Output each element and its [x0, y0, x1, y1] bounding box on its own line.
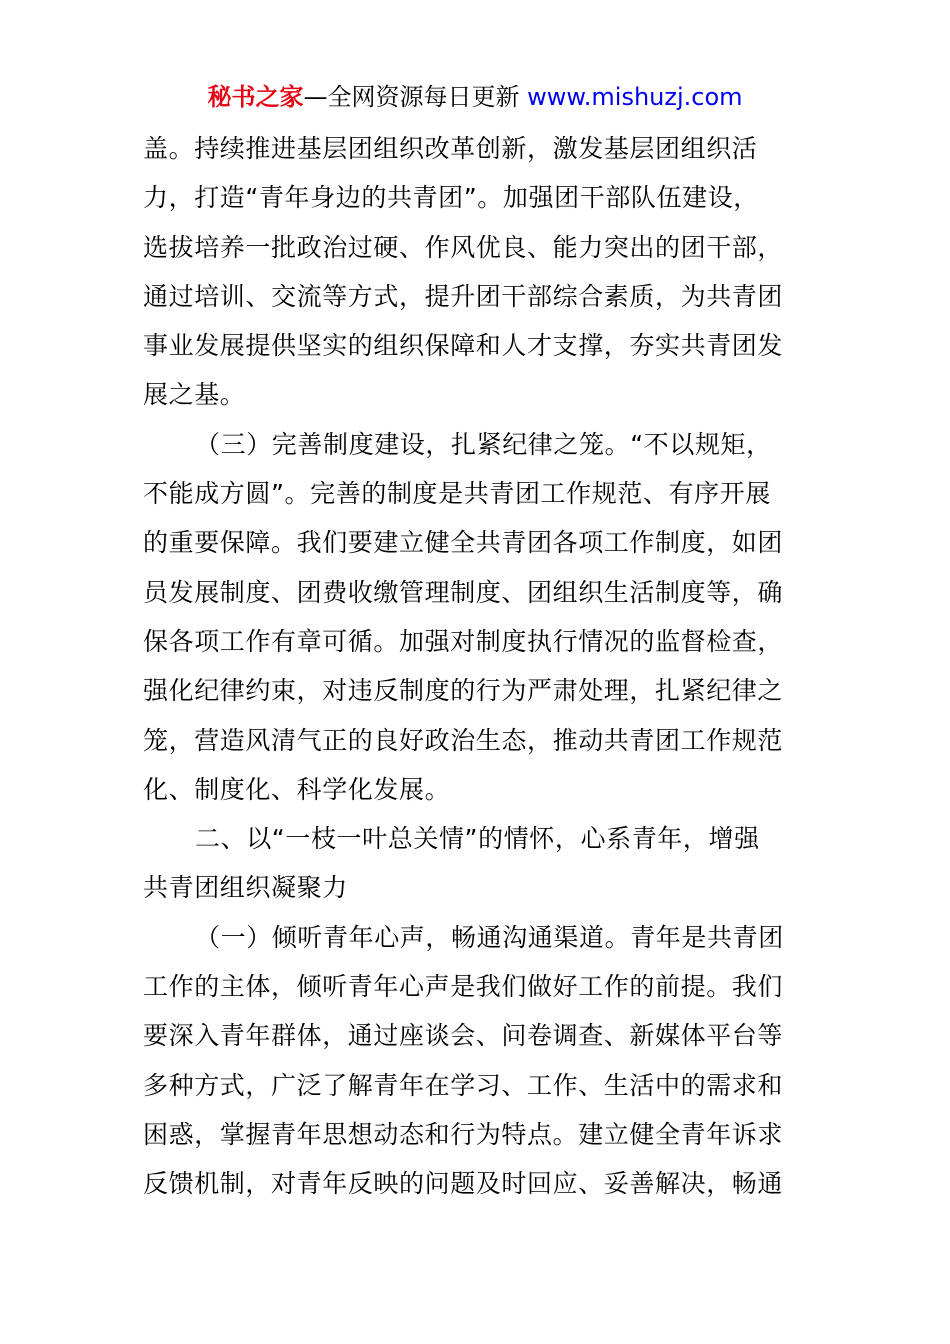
chapter-heading-line: 二、以“一枝一叶总关情”的情怀，心系青年，增强: [195, 824, 760, 854]
text-line: 员发展制度、团费收缴管理制度、团组织生活制度等，确: [143, 577, 784, 607]
text-line: 通过培训、交流等方式，提升团干部综合素质，为共青团: [143, 281, 784, 311]
text-line: 盖。持续推进基层团组织改革创新，激发基层团组织活: [143, 134, 758, 163]
section-heading-line: （三）完善制度建设，扎紧纪律之笼。“不以规矩，: [195, 429, 772, 459]
text-line: 要深入青年群体，通过座谈会、问卷调查、新媒体平台等: [143, 1021, 784, 1051]
text-line: 保各项工作有章可循。加强对制度执行情况的监督检查，: [143, 626, 784, 656]
text-line: 的重要保障。我们要建立健全共青团各项工作制度，如团: [143, 528, 784, 558]
header-brand: 秘书之家: [207, 83, 304, 111]
text-line: 化、制度化、科学化发展。: [143, 774, 451, 804]
text-line: 不能成方圆”。完善的制度是共青团工作规范、有序开展: [143, 479, 771, 509]
text-line: 力，打造“青年身边的共青团”。加强团干部队伍建设，: [143, 183, 759, 213]
text-line: 强化纪律约束，对违反制度的行为严肃处理，扎紧纪律之: [143, 676, 784, 706]
page-header: [0, 80, 950, 114]
header-url: www.mishuzj.com: [527, 83, 743, 111]
document-body: [143, 124, 807, 1209]
text-line: 展之基。: [143, 380, 246, 410]
text-line: 反馈机制，对青年反映的问题及时回应、妥善解决，畅通: [143, 1169, 784, 1199]
section-heading-line: （一）倾听青年心声，畅通沟通渠道。青年是共青团: [195, 922, 784, 952]
text-line: 事业发展提供坚实的组织保障和人才支撑，夯实共青团发: [143, 331, 784, 361]
text-line: 选拔培养一批政治过硬、作风优良、能力突出的团干部，: [143, 232, 784, 262]
text-line: 笼，营造风清气正的良好政治生态，推动共青团工作规范: [143, 725, 784, 755]
text-line: 工作的主体，倾听青年心声是我们做好工作的前提。我们: [143, 972, 784, 1002]
header-tagline: —全网资源每日更新: [303, 83, 528, 111]
text-line: 共青团组织凝聚力: [143, 873, 348, 903]
text-line: 困惑，掌握青年思想动态和行为特点。建立健全青年诉求: [143, 1119, 784, 1149]
text-line: 多种方式，广泛了解青年在学习、工作、生活中的需求和: [143, 1070, 784, 1100]
